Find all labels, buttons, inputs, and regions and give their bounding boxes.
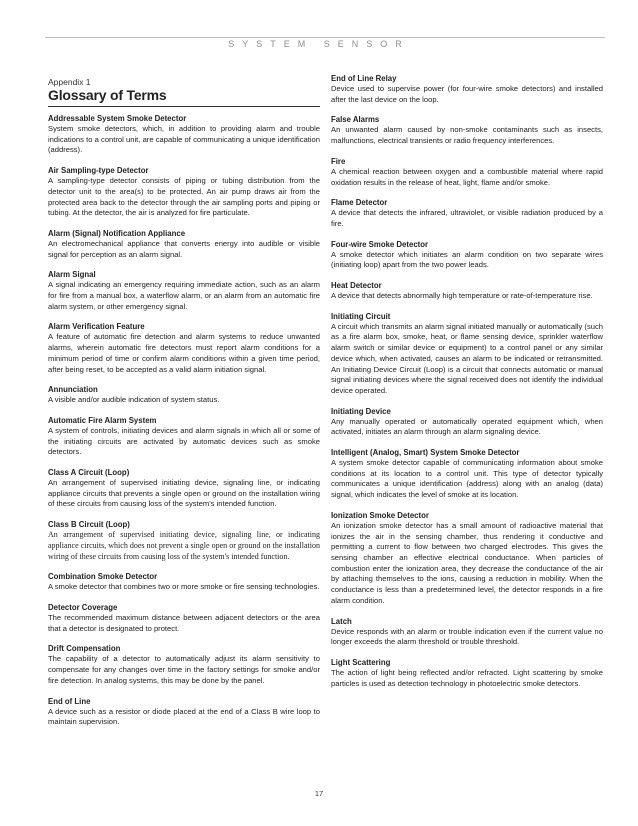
glossary-definition: A sampling-type detector consists of piping or tubing distribution from the detector unit to the area(s) to be protected. An air pump draws air from the protected area back to the detector through the air sampling ports and piping or tubing. At the detector, the air is analyzed for fire particulate. xyxy=(48,176,320,218)
glossary-entry xyxy=(48,571,320,593)
glossary-entry xyxy=(331,406,603,438)
glossary-term: Four-wire Smoke Detector xyxy=(331,239,429,249)
glossary-definition: A smoke detector which initiates an alarm condition on two separate wires (initiating loop) apart from the two power leads. xyxy=(331,249,603,270)
glossary-term: Addressable System Smoke Detector xyxy=(48,114,187,123)
glossary-term: Class B Circuit (Loop) xyxy=(48,520,130,530)
glossary-definition: A system of controls, initiating devices and alarm signals in which all or some of the initiating circuits are activated by automatic devices such as smoke detectors. xyxy=(48,425,320,457)
glossary-definition: System smoke detectors, which, in addition to providing alarm and trouble indications to a control unit, are capable of communicating a unique identification (address). xyxy=(48,124,320,155)
glossary-term: Alarm Signal xyxy=(48,270,96,280)
glossary-term: Alarm (Signal) Notification Appliance xyxy=(48,228,186,238)
left-column xyxy=(48,77,320,737)
glossary-entry xyxy=(331,447,603,501)
glossary-term: Heat Detector xyxy=(331,281,382,291)
glossary-entry xyxy=(48,643,320,686)
glossary-definition: An unwanted alarm caused by non-smoke contaminants such as insects, malfunctions, electrical transients or radio frequency interferences. xyxy=(331,125,603,146)
page-number: 17 xyxy=(314,789,324,798)
glossary-term: Combination Smoke Detector xyxy=(48,572,158,582)
glossary-entry xyxy=(48,696,320,728)
glossary-entry xyxy=(331,197,603,229)
glossary-term: Ionization Smoke Detector xyxy=(331,510,429,520)
glossary-entry xyxy=(48,228,320,260)
glossary-term: Class A Circuit (Loop) xyxy=(48,468,130,478)
glossary-entry xyxy=(331,280,603,302)
glossary-entry xyxy=(331,156,603,188)
glossary-definition: A chemical reaction between oxygen and a combustible material where rapid oxidation results in the release of heat, light, flame and/or smoke. xyxy=(331,166,603,187)
glossary-term: Initiating Circuit xyxy=(331,311,391,321)
glossary-term: Alarm Verification Feature xyxy=(48,322,145,332)
glossary-term: Intelligent (Analog, Smart) System Smoke Detector xyxy=(331,448,520,458)
glossary-term: Automatic Fire Alarm System xyxy=(48,415,157,425)
glossary-entry xyxy=(48,384,320,406)
glossary-term: End of Line Relay xyxy=(331,74,397,83)
glossary-term: Latch xyxy=(331,616,352,626)
glossary-definition: A feature of automatic fire detection and alarm systems to reduce unwanted alarms, wherein automatic fire detectors must report alarm conditions for a minimum period of time or confirm alarm conditions within a given time period, after being reset, to be accepted as a valid alarm initiation signal. xyxy=(48,332,320,374)
glossary-term: Light Scattering xyxy=(331,657,391,667)
glossary-definition: An arrangement of supervised initiating device, signaling line, or indicating appliance circuits that prevents a single open or ground on the installation wiring of these circuits from causing loss of the system's intended function. xyxy=(48,478,320,509)
glossary-term: False Alarms xyxy=(331,115,380,125)
glossary-definition: A device such as a resistor or diode placed at the end of a Class B wire loop to maintain supervision. xyxy=(48,706,320,727)
glossary-definition: Device used to supervise power (for four-wire smoke detectors) and installed after the last device on the loop. xyxy=(331,84,603,104)
glossary-entry xyxy=(48,415,320,458)
glossary-term: Annunciation xyxy=(48,385,98,395)
glossary-entry xyxy=(48,269,320,312)
glossary-definition: A device that detects abnormally high temperature or rate-of-temperature rise. xyxy=(331,291,593,301)
glossary-entry xyxy=(331,311,603,397)
page-title: Glossary of Terms xyxy=(48,87,320,107)
glossary-definition: The recommended maximum distance between adjacent detectors or the area that a detector is designated to protect. xyxy=(48,612,320,633)
glossary-entry xyxy=(48,602,320,634)
glossary-definition: The capability of a detector to automatically adjust its alarm sensitivity to compensate for any changes over time in the factory settings for smoke and/or fire detection. In analog systems, this may be done by the panel. xyxy=(48,654,320,685)
glossary-term: Air Sampling-type Detector xyxy=(48,166,149,176)
glossary-term: End of Line xyxy=(48,696,91,706)
glossary-entry xyxy=(331,114,603,146)
glossary-definition: A system smoke detector capable of communicating information about smoke conditions at its location to a control unit. This type of detector typically communicates a unique identification (address) along with an analog (data) signal, which indicates the level of smoke at its location. xyxy=(331,458,603,500)
glossary-entry xyxy=(48,321,320,375)
glossary-definition: A signal indicating an emergency requiring immediate action, such as an alarm for fire from a manual box, a waterflow alarm, or an alarm from an automatic fire alarm system, or other emergency signal. xyxy=(48,280,320,311)
glossary-definition: An ionization smoke detector has a small amount of radioactive material that ionizes the air in the sensing chamber, thus rendering it conductive and permitting a current to flow between two charged electrodes. This gives the sensing chamber an effective electrical conductance. When particles of combustion enter the ionization area, they decrease the conductance of the air by attaching themselves to the ions, causing a reduction in mobility. When the conductance is less than a predetermined level, the detector responds in a fire alarm condition. xyxy=(331,520,603,605)
glossary-term: Detector Coverage xyxy=(48,602,118,612)
glossary-definition: A device that detects the infrared, ultraviolet, or visible radiation produced by a fire. xyxy=(331,208,603,228)
glossary-term: Initiating Device xyxy=(331,406,391,416)
glossary-entry xyxy=(331,510,603,607)
glossary-entry xyxy=(331,657,603,689)
glossary-definition: A smoke detector that combines two or more smoke or fire sensing technologies. xyxy=(48,582,320,592)
glossary-entry xyxy=(48,113,320,156)
glossary-definition: A circuit which transmits an alarm signal initiated manually or automatically (such as a fire alarm box, smoke, heat, or flame sensing device, sprinkler waterflow alarm switch or similar device or equipment) to a control panel or any similar device which, when activated, causes an alarm to be indicated or retransmitted. An Initiating Device Circuit (Loop) is a circuit that connects automatic or manual signal initiating devices where the signal received does not identify the individual device operated. xyxy=(331,321,603,395)
glossary-definition: Device responds with an alarm or trouble indication even if the current value no longer exceeds the alarm threshold or trouble threshold. xyxy=(331,626,603,647)
header-rule xyxy=(45,37,605,38)
glossary-term: Flame Detector xyxy=(331,198,388,208)
glossary-definition: An electromechanical appliance that converts energy into audible or visible signal for perception as an alarm signal. xyxy=(48,238,320,259)
glossary-definition: A visible and/or audible indication of system status. xyxy=(48,395,220,405)
appendix-label: Appendix 1 xyxy=(48,77,91,87)
glossary-term: Fire xyxy=(331,156,346,166)
glossary-definition: Any manually operated or automatically operated equipment which, when activated, initiates an alarm through an alarm signaling device. xyxy=(331,416,603,437)
glossary-definition: An arrangement of supervised initiating device, signaling line, or indicating appliance circuits, which does not prevent a single open or ground on the installation wiring of these circuits from causing loss of the system's intended function. xyxy=(48,530,320,561)
glossary-definition: The action of light being reflected and/or refracted. Light scattering by smoke particles is used as detection technology in photoelectric smoke detectors. xyxy=(331,667,603,688)
glossary-entry xyxy=(331,73,603,105)
glossary-entry xyxy=(331,239,603,271)
right-column xyxy=(331,73,603,698)
glossary-entry xyxy=(48,467,320,510)
glossary-entry xyxy=(48,165,320,219)
brand-header: SYSTEM SENSOR xyxy=(228,39,410,49)
glossary-entry xyxy=(331,616,603,648)
glossary-entry xyxy=(48,519,320,562)
glossary-term: Drift Compensation xyxy=(48,644,121,654)
